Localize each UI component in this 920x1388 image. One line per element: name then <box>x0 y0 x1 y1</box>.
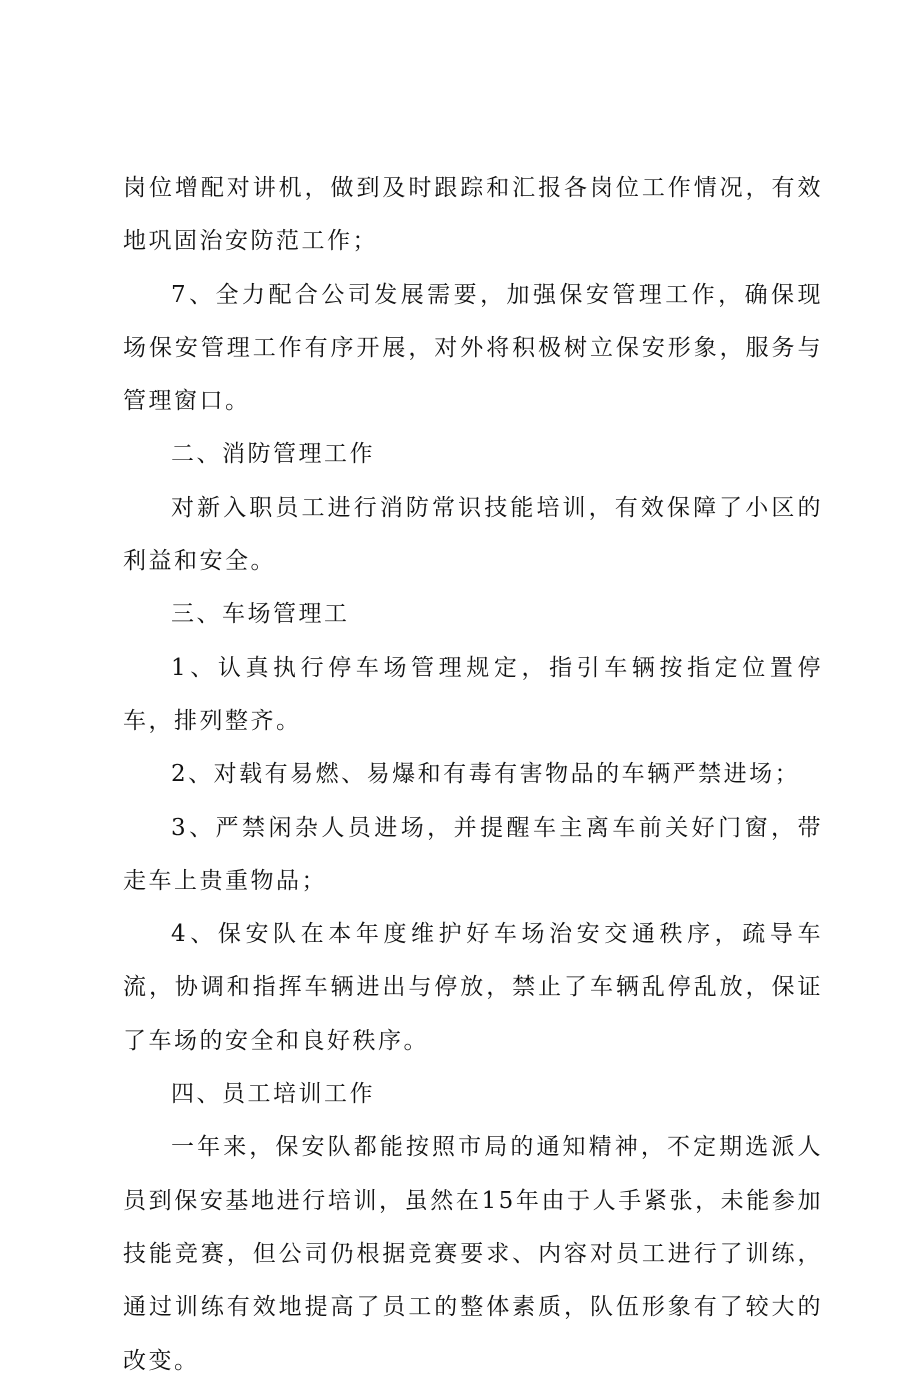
paragraph-parking-item-2: 2、对载有易燃、易爆和有毒有害物品的车辆严禁进场； <box>171 761 801 788</box>
document-body <box>123 162 823 1388</box>
section-heading-fire-management: 二、消防管理工作 <box>171 441 375 468</box>
paragraph-staff-training: 一年来，保安队都能按照市局的通知精神，不定期选派人员到保安基地进行培训，虽然在15年由于人手紧张，未能参加技能竞赛，但公司仍根据竞赛要求、内容对员工进行了训练，通过训练有效地提高了员工的整体素质，队伍形象有了较大的改变。 <box>123 1134 823 1374</box>
section-heading-staff-training: 四、员工培训工作 <box>171 1081 375 1108</box>
paragraph-parking-item-4: 4、保安队在本年度维护好车场治安交通秩序，疏导车流，协调和指挥车辆进出与停放，禁止了车辆乱停乱放，保证了车场的安全和良好秩序。 <box>123 921 823 1054</box>
section-heading-parking-management: 三、车场管理工 <box>171 601 350 628</box>
paragraph-fire-training: 对新入职员工进行消防常识技能培训，有效保障了小区的利益和安全。 <box>123 494 823 575</box>
paragraph-intercom-continuation: 岗位增配对讲机，做到及时跟踪和汇报各岗位工作情况，有效地巩固治安防范工作； <box>123 175 823 255</box>
paragraph-item-7: 7、全力配合公司发展需要，加强保安管理工作，确保现场保安管理工作有序开展，对外将积极树立保安形象，服务与管理窗口。 <box>123 281 823 415</box>
paragraph-parking-item-3: 3、严禁闲杂人员进场，并提醒车主离车前关好门窗，带走车上贵重物品； <box>123 814 823 894</box>
paragraph-parking-item-1: 1、认真执行停车场管理规定，指引车辆按指定位置停车，排列整齐。 <box>123 654 823 734</box>
